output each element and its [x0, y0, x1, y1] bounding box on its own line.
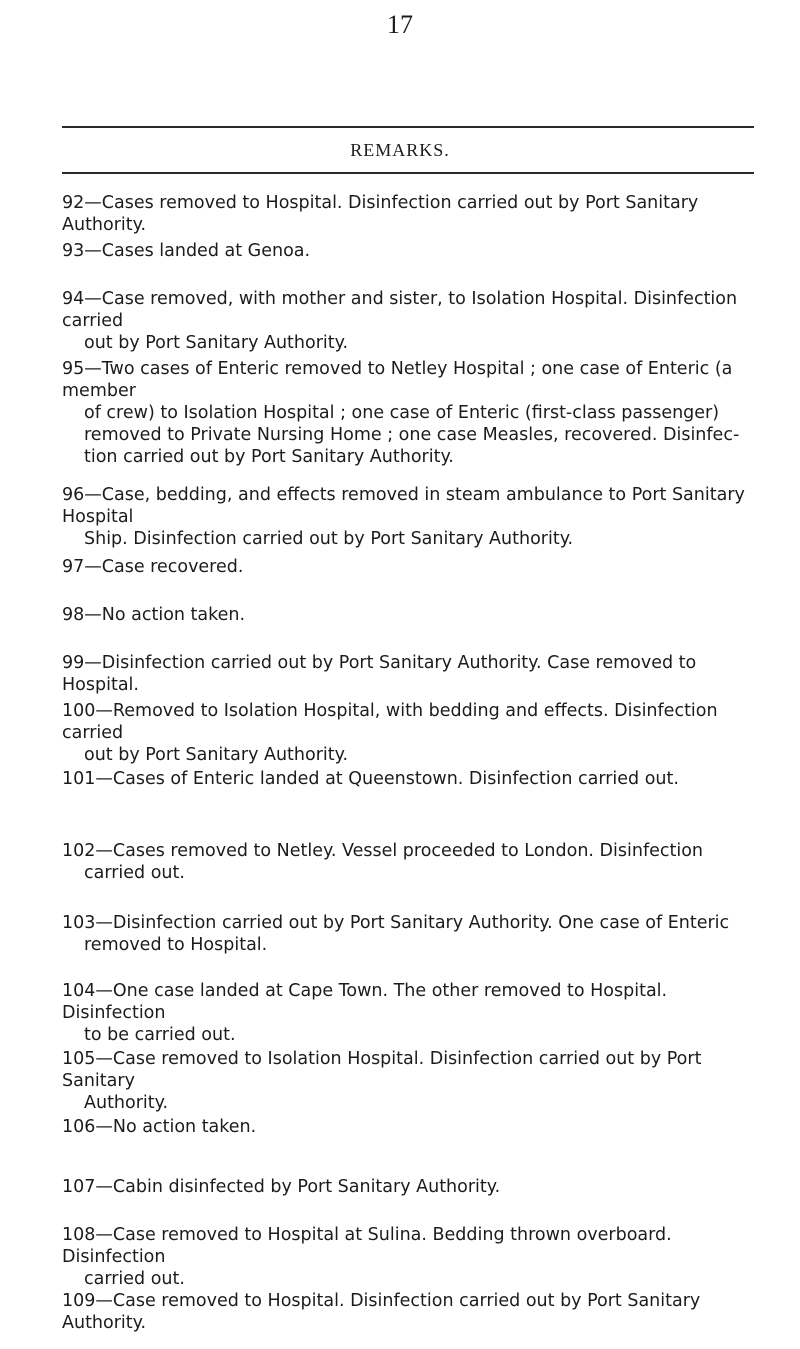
remark-102 — [62, 840, 762, 884]
remark-text-continued: out by Port Sanitary Authority. — [84, 333, 349, 353]
remark-99 — [62, 652, 762, 696]
remark-100 — [62, 700, 762, 766]
remark-text: 95—Two cases of Enteric removed to Netley Hospital ; one case of Enteric (a member — [62, 359, 733, 401]
remark-text: 92—Cases removed to Hospital. Disinfection carried out by Port Sanitary Authority. — [62, 193, 699, 235]
remark-text-continued: carried out. — [84, 863, 185, 883]
remark-text: 105—Case removed to Isolation Hospital. Disinfection carried out by Port Sanitary — [62, 1049, 702, 1091]
remark-107 — [62, 1176, 762, 1198]
remark-text: 93—Cases landed at Genoa. — [62, 241, 311, 261]
remark-text: 94—Case removed, with mother and sister, to Isolation Hospital. Disinfection carried — [62, 289, 738, 331]
remark-95 — [62, 358, 762, 468]
remark-text: 97—Case recovered. — [62, 557, 244, 577]
remark-108 — [62, 1224, 762, 1290]
remark-text: 96—Case, bedding, and effects removed in steam ambulance to Port Sanitary Hospital — [62, 485, 745, 527]
remark-97 — [62, 556, 762, 578]
remark-109 — [62, 1290, 762, 1334]
remark-94 — [62, 288, 762, 354]
remark-text-continued: Authority. — [84, 1093, 169, 1113]
remark-text-continued: out by Port Sanitary Authority. — [84, 745, 349, 765]
page-number: 17 — [387, 10, 413, 39]
remark-text: 107—Cabin disinfected by Port Sanitary Authority. — [62, 1177, 501, 1197]
remark-101 — [62, 768, 762, 790]
remark-105 — [62, 1048, 762, 1114]
remark-text: 109—Case removed to Hospital. Disinfection carried out by Port Sanitary Authority. — [62, 1291, 701, 1333]
remark-text: 98—No action taken. — [62, 605, 246, 625]
remark-98 — [62, 604, 762, 626]
remark-93 — [62, 240, 762, 262]
remark-text: 99—Disinfection carried out by Port Sanitary Authority. Case removed to Hospital. — [62, 653, 697, 695]
remark-text: 100—Removed to Isolation Hospital, with bedding and effects. Disinfection carried — [62, 701, 718, 743]
remark-106 — [62, 1116, 762, 1138]
remark-text: 106—No action taken. — [62, 1117, 257, 1137]
top-rule — [62, 126, 754, 128]
remark-text-continued: tion carried out by Port Sanitary Authority. — [84, 447, 454, 467]
remark-text-continued: removed to Private Nursing Home ; one case Measles, recovered. Disinfec- — [84, 425, 740, 445]
remark-92 — [62, 192, 762, 236]
remark-text-continued: Ship. Disinfection carried out by Port Sanitary Authority. — [84, 529, 574, 549]
bottom-rule — [62, 172, 754, 174]
remark-text-continued: to be carried out. — [84, 1025, 236, 1045]
remark-text-continued: removed to Hospital. — [84, 935, 268, 955]
remark-text-continued: carried out. — [84, 1269, 185, 1289]
page-title: REMARKS. — [350, 140, 450, 160]
remark-104 — [62, 980, 762, 1046]
remark-96 — [62, 484, 762, 550]
remark-text: 103—Disinfection carried out by Port Sanitary Authority. One case of Enteric — [62, 913, 730, 933]
remark-text-continued: of crew) to Isolation Hospital ; one case of Enteric (first-class passenger) — [84, 403, 720, 423]
remark-text: 101—Cases of Enteric landed at Queenstown. Disinfection carried out. — [62, 769, 679, 789]
remark-103 — [62, 912, 762, 956]
remark-text: 104—One case landed at Cape Town. The other removed to Hospital. Disinfection — [62, 981, 668, 1023]
remark-text: 108—Case removed to Hospital at Sulina. Bedding thrown overboard. Disinfection — [62, 1225, 672, 1267]
remark-text: 102—Cases removed to Netley. Vessel proceeded to London. Disinfection — [62, 841, 704, 861]
